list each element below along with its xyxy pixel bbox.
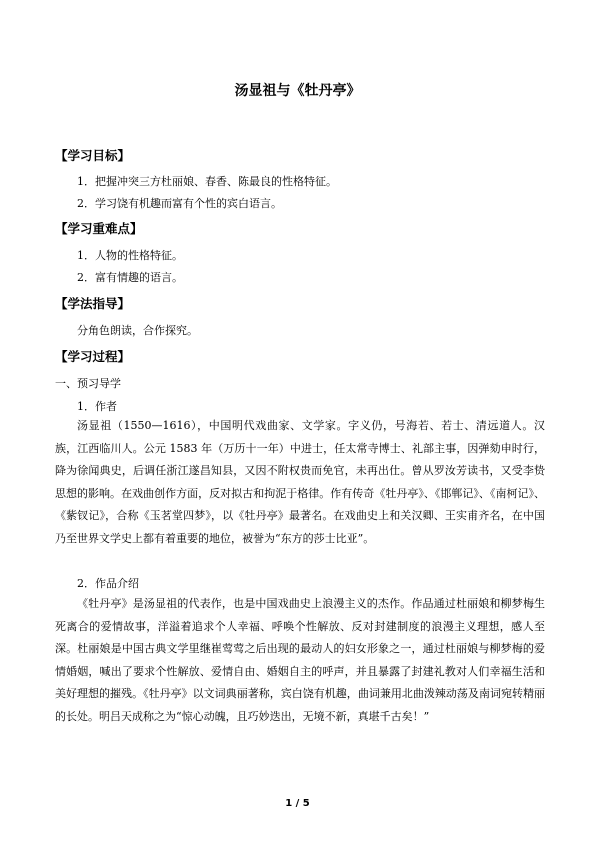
goals-heading: 【学习目标】 xyxy=(55,148,131,163)
goals-item-1: 1．把握冲突三方杜丽娘、春香、陈最良的性格特征。 xyxy=(77,175,337,188)
work-paragraph: 《牡丹亭》是汤显祖的代表作，也是中国戏曲史上浪漫主义的杰作。作品通过杜丽娘和柳梦梅生死离合的爱情故事，洋溢着追求个人幸福、呼唤个性解放、反对封建制度的浪漫主义理想，感人至深。杜丽娘是中国古典文学里继崔莺莺之后出现的最动人的妇女形象之一，通过杜丽娘与柳梦梅的爱情婚姻，喊出了要求个性解放、爱情自由、婚姻自主的呼声，并且暴露了封建礼教对人们幸福生活和美好理想的摧残。《牡丹亭》以文词典丽著称，宾白饶有机趣，曲词兼用北曲泼辣动荡及南词宛转精丽的长处。明吕天成称之为“惊心动魄，且巧妙迭出，无境不新，真堪千古矣！” xyxy=(55,597,545,723)
work-subheading: 2．作品介绍 xyxy=(77,577,139,590)
key-points-item-2: 2．富有情趣的语言。 xyxy=(77,271,183,284)
method-text: 分角色朗读，合作探究。 xyxy=(77,324,198,337)
key-points-heading: 【学习重难点】 xyxy=(55,221,143,236)
document-title: 汤显祖与《牡丹亭》 xyxy=(234,83,361,99)
goals-item-2: 2．学习饶有机趣而富有个性的宾白语言。 xyxy=(77,197,282,210)
author-paragraph: 汤显祖（1550—1616），中国明代戏曲家、文学家。字义仍，号海若、若士、清远道人。汉族，江西临川人。公元 1583 年（万历十一年）中进士，任太常寺博士、礼部主事，因弹劾申时行，降为徐闻典史，后调任浙江遂昌知县，又因不附权贵而免官，未再出仕。曾从罗汝芳读书，又受李贽思想的影响。在戏曲创作方面，反对拟古和拘泥于格律。作有传奇《牡丹亭》、《邯郸记》、《南柯记》、《紫钗记》，合称《玉茗堂四梦》，以《牡丹亭》最著名。在戏曲史上和关汉卿、王实甫齐名，在中国乃至世界文学史上都有着重要的地位，被誉为“东方的莎士比亚”。 xyxy=(55,419,545,545)
preview-section-title: 一、预习导学 xyxy=(55,377,121,390)
page-number: 1 / 5 xyxy=(285,798,310,809)
process-heading: 【学习过程】 xyxy=(55,349,131,364)
key-points-item-1: 1．人物的性格特征。 xyxy=(77,249,183,262)
method-heading: 【学法指导】 xyxy=(55,296,131,311)
author-subheading: 1．作者 xyxy=(77,400,117,413)
